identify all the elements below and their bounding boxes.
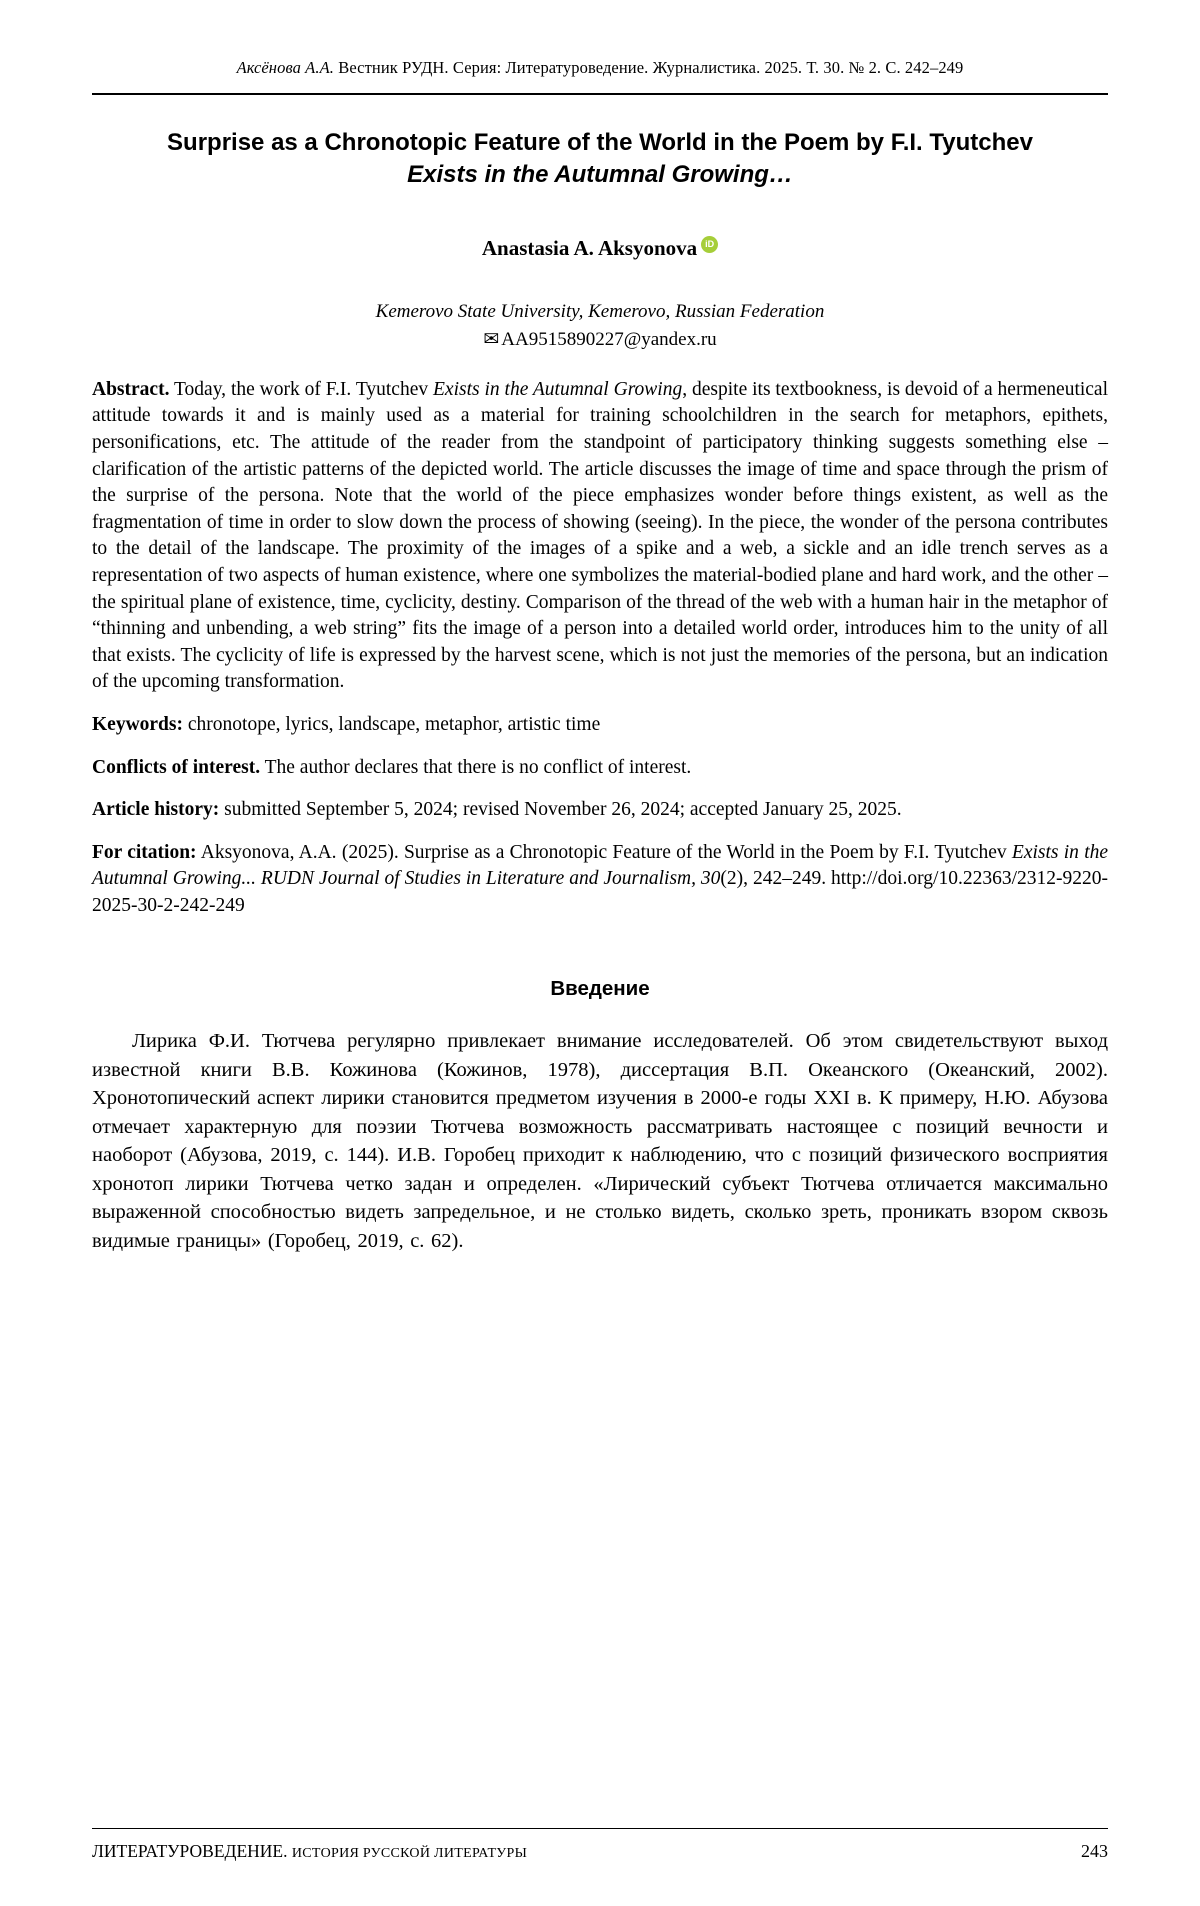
citation-journal-italic: Exists in the Autumnal Growing... RUDN Journal of Studies in Literature and Journalism, 30 [92,841,1109,890]
article-history-text: submitted September 5, 2024; revised November 26, 2024; accepted January 25, 2025. [219,799,902,821]
keywords-label: Keywords: [92,713,183,735]
keywords-text: chronotope, lyrics, landscape, metaphor, artistic time [183,713,601,735]
citation-text-before: Aksyonova, A.A. (2025). Surprise as a Chronotopic Feature of the World in the Poem by F.I. Tyutchev [196,841,1012,863]
abstract-text-before: Today, the work of F.I. Tyutchev [169,378,433,400]
intro-paragraph: Лирика Ф.И. Тютчева регулярно привлекает внимание исследователей. Об этом свидетельствуют выход известной книги В.В. Кожинова (Кожинов, 1978), диссертация В.П. Океанского (Океанский, 2002). Хронотопический аспект лирики становится предметом изучения в 2000-е годы XXI в. К примеру, Н.Ю. Абузова отмечает характерную для поэзии Тютчева возможность рассматривать настоящее с позиций вечности и наоборот (Абузова, 2019, с. 144). И.В. Горобец приходит к наблюдению, что с позиций физического восприятия хронотоп лирики Тютчева четко задан и определен. «Лирический субъект Тютчева отличается максимально выраженной способностью видеть запредельное, и не столько видеть, сколько зреть, проникать взором сквозь видимые границы» (Горобец, 2019, с. 62). [92,1030,1108,1252]
author-line [92,236,1108,261]
citation-label: For citation: [92,841,197,863]
keywords-paragraph [92,712,1108,739]
abstract-text-after: , despite its textbookness, is devoid of a hermeneutical attitude towards it and is mainly used as a material for training schoolchildren in the search for metaphors, epithets, personifications, etc. The attitude of the reader from the standpoint of participatory thinking suggests something else – clarification of the artistic patterns of the depicted world. The article discusses the image of time and space through the prism of the surprise of the persona. Note that the world of the piece emphasizes wonder before things existent, as well as the fragmentation of time in order to slow down the process of showing (seeing). In the piece, the wonder of the persona contributes to the detail of the landscape. The proximity of the images of a spike and a web, a sickle and an idle trench serves as a representation of two aspects of human existence, where one symbolizes the material-bodied plane and hard work, and the other – the spiritual plane of existence, time, cyclicity, destiny. Comparison of the thread of the web with a human hair in the metaphor of “thinning and unbending, a web string” fits the image of a person into a detailed world order, introduces him to the unity of all that exists. The cyclicity of life is expressed by the harvest scene, which is not just the memories of the persona, but an indication of the upcoming transformation. [92,378,1109,693]
running-head-text: Вестник РУДН. Серия: Литературоведение. Журналистика. 2025. Т. 30. № 2. С. 242–249 [333,58,964,77]
article-history-label: Article history: [92,799,220,821]
poem-title-italic: Exists in the Autumnal Growing… [407,161,793,189]
footer-subsection: ИСТОРИЯ РУССКОЙ ЛИТЕРАТУРЫ [291,1846,528,1861]
conflicts-paragraph [92,755,1108,782]
article-title [140,127,1060,192]
doi-link[interactable]: http://doi.org/10.22363/2312-9220-2025-30-2-242-249 [92,868,1108,916]
envelope-icon: ✉ [483,328,500,350]
abstract-paragraph [92,377,1108,696]
article-history-paragraph [92,797,1108,824]
author-name: Anastasia A. Aksyonova [481,235,698,260]
page-number: 243 [1081,1841,1108,1861]
header-rule [92,93,1108,95]
abstract-poem-title: Exists in the Autumnal Growing [433,378,683,400]
email-line [92,328,1108,351]
article-title-regular: Surprise as a Chronotopic Feature of the World in the Poem by F.I. Tyutchev [167,129,1033,156]
section-heading-introduction: Введение [550,977,650,1001]
running-head [92,58,1108,78]
conflicts-text: The author declares that there is no conflict of interest. [260,756,692,778]
orcid-icon[interactable]: iD [701,236,718,253]
conflicts-label: Conflicts of interest. [92,756,261,778]
email-address[interactable]: AA9515890227@yandex.ru [501,328,717,350]
citation-paragraph [92,840,1108,920]
citation-text-after: (2), 242–249. [720,868,831,890]
running-head-author: Аксёнова А.А. [236,58,334,77]
footer [92,1828,1108,1862]
footer-section: ЛИТЕРАТУРОВЕДЕНИЕ. [92,1841,292,1861]
affiliation: Kemerovo State University, Kemerovo, Russian Federation [375,300,825,322]
abstract-label: Abstract. [92,378,170,400]
footer-section-label [92,1841,527,1862]
